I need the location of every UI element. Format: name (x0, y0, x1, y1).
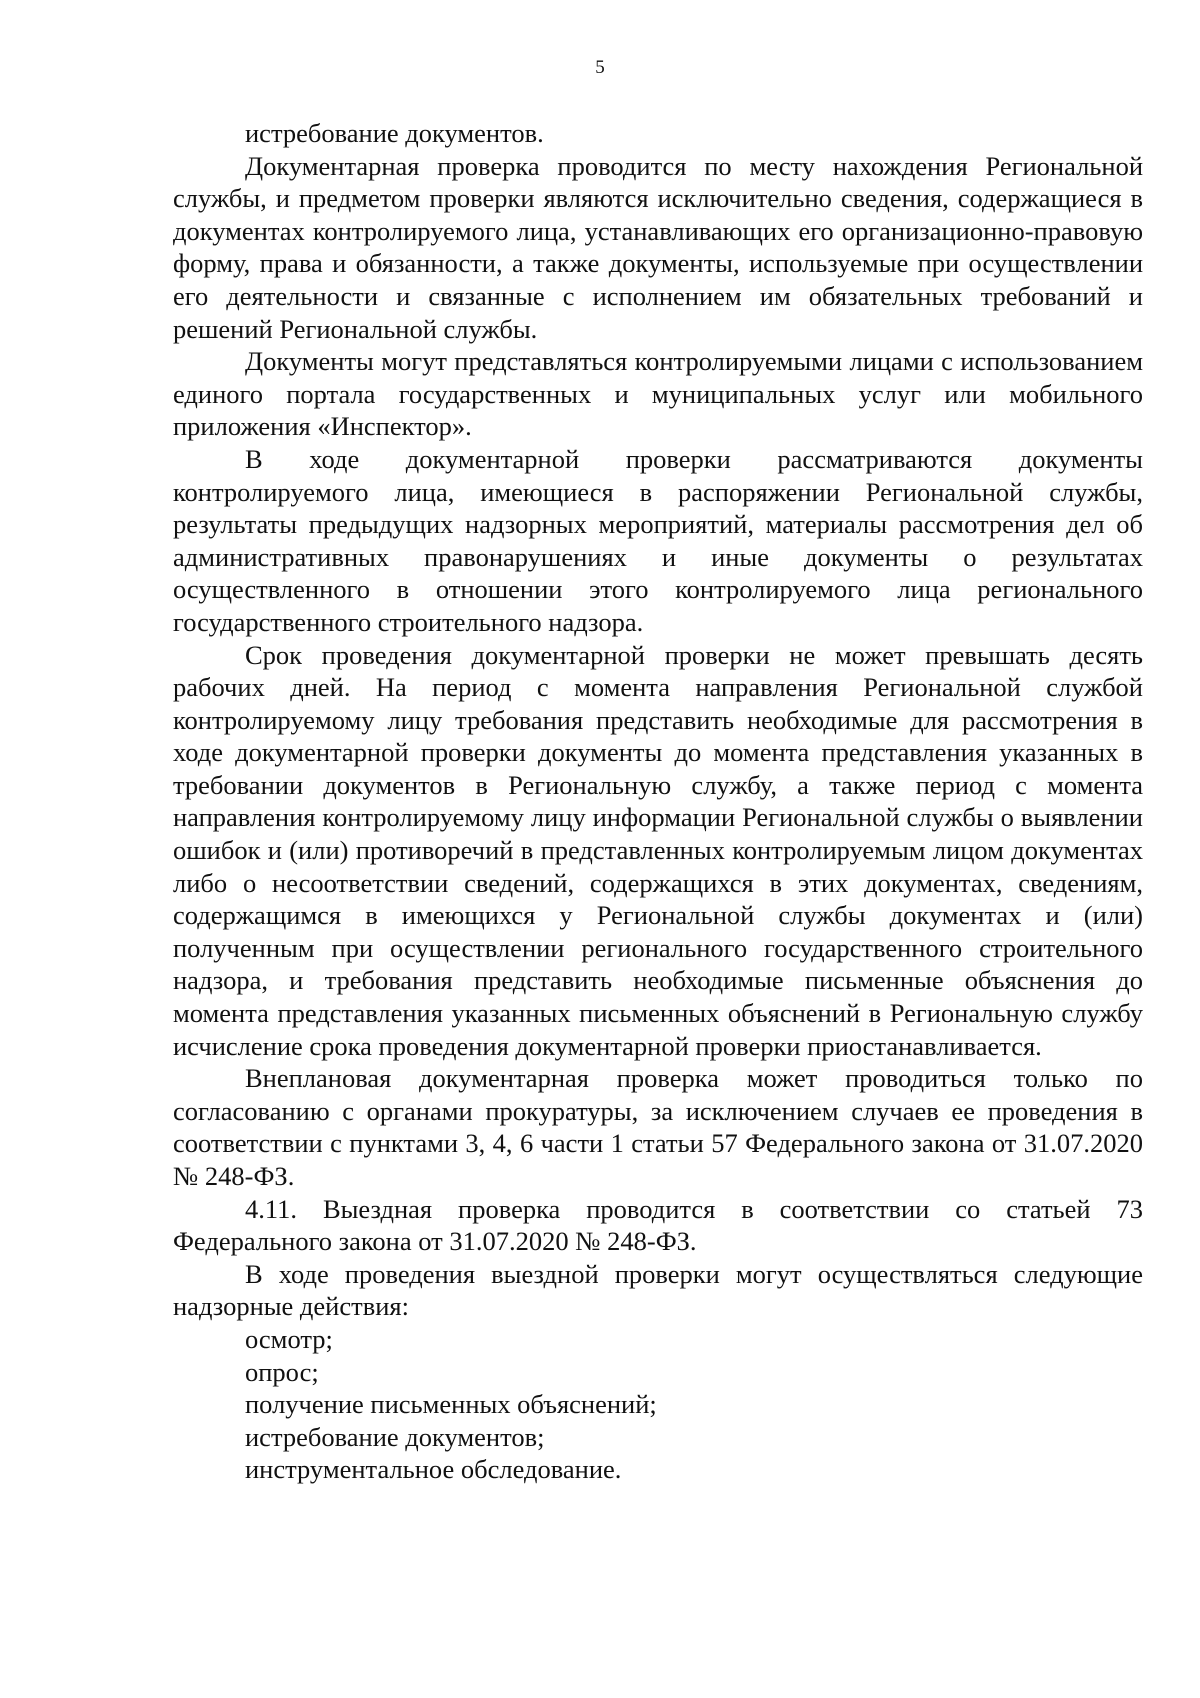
document-body (173, 117, 1143, 1486)
list-item: инструментальное обследование. (245, 1454, 622, 1485)
paragraph-continuation: истребование документов. (245, 118, 544, 148)
paragraph-documents-submission: Документы могут представляться контролируемыми лицами с использованием единого портала государственных и муниципальных услуг или мобильного приложения «Инспектор». (173, 346, 1143, 442)
paragraph-documents-reviewed: В ходе документарной проверки рассматриваются документы контролируемого лица, имеющиеся в распоряжении Региональной службы, результаты предыдущих надзорных мероприятий, материалы рассмотрения дел об административных правонарушениях и иные документы о результатах осуществленного в отношении этого контролируемого лица регионального государственного строительного надзора. (173, 443, 1143, 637)
list-item: истребование документов; (245, 1421, 545, 1452)
paragraph-field-inspection-actions: В ходе проведения выездной проверки могут осуществляться следующие надзорные действия: (173, 1258, 1143, 1322)
paragraph-inspection-term: Срок проведения документарной проверки не может превышать десять рабочих дней. На период с момента направления Региональной службой контролируемому лицу требования представить необходимые для рассмотрения в ходе документарной проверки документы до момента представления указанных в требовании документов в Региональную службу, а также период с момента направления контролируемому лицу информации Региональной службы о выявлении ошибок и (или) противоречий в представленных контролируемым лицом документах либо о несоответствии сведений, содержащихся в этих документах, сведениям, содержащимся в имеющихся у Региональной службы документах и (или) полученным при осуществлении регионального государственного строительного надзора, и требования представить необходимые письменные объяснения до момента представления указанных письменных объяснений в Региональную службу исчисление срока проведения документарной проверки приостанавливается. (173, 639, 1143, 1061)
list-item: опрос; (245, 1356, 319, 1387)
paragraph-unscheduled-inspection: Внеплановая документарная проверка может проводиться только по согласованию с органами прокуратуры, за исключением случаев ее проведения в соответствии с пунктами 3, 4, 6 части 1 статьи 57 Федерального закона от 31.07.2020 № 248-ФЗ. (173, 1063, 1143, 1191)
paragraph-section-4-11: 4.11. Выездная проверка проводится в соответствии со статьей 73 Федерального закона от 31.07.2020 № 248-ФЗ. (173, 1193, 1143, 1257)
list-item: получение письменных объяснений; (245, 1389, 657, 1420)
paragraph-documentary-inspection-place: Документарная проверка проводится по месту нахождения Региональной службы, и предметом проверки являются исключительно сведения, содержащиеся в документах контролируемого лица, устанавливающих его организационно-правовую форму, права и обязанности, а также документы, используемые при осуществлении его деятельности и связанные с исполнением им обязательных требований и решений Региональной службы. (173, 150, 1143, 344)
page-number: 5 (595, 57, 605, 78)
list-item: осмотр; (245, 1323, 333, 1354)
